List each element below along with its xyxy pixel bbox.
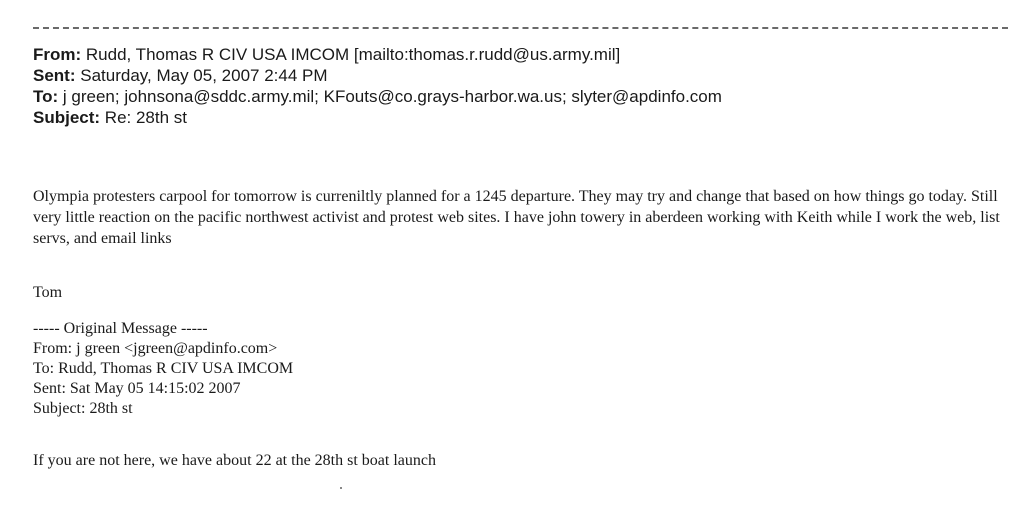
message-body [33,186,1018,249]
original-from: From: j green <jgreen@apdinfo.com> [33,340,278,357]
from-value: Rudd, Thomas R CIV USA IMCOM [mailto:thomas.r.rudd@us.army.mil] [85,45,621,64]
subject-line [33,107,722,128]
to-label: To: [33,87,59,106]
scan-speck [340,487,342,489]
from-line [33,44,722,65]
email-header [33,44,722,128]
to-value: j green; johnsona@sddc.army.mil; KFouts@co.grays-harbor.wa.us; slyter@apdinfo.com [62,87,722,106]
to-line [33,86,722,107]
top-divider [33,27,1008,29]
subject-label: Subject: [33,108,101,127]
original-message-text: If you are not here, we have about 22 at the 28th st boat launch [33,452,436,469]
original-message [33,319,293,419]
original-to: To: Rudd, Thomas R CIV USA IMCOM [33,360,294,377]
sent-value: Saturday, May 05, 2007 2:44 PM [80,66,328,85]
from-label: From: [33,45,82,64]
sent-line [33,65,722,86]
original-separator: ----- Original Message ----- [33,320,208,337]
signature: Tom [33,284,63,301]
sent-label: Sent: [33,66,76,85]
original-subject: Subject: 28th st [33,400,133,417]
body-paragraph: Olympia protesters carpool for tomorrow is curreniltly planned for a 1245 departure. They may try and change that based on how things go today. Still very little reaction on the pacific northwest activist and protest web sites. I have john towery in aberdeen working with Keith while I work the web, list servs, and email links [33,188,1000,247]
original-sent: Sent: Sat May 05 14:15:02 2007 [33,380,241,397]
subject-value: Re: 28th st [104,108,188,127]
